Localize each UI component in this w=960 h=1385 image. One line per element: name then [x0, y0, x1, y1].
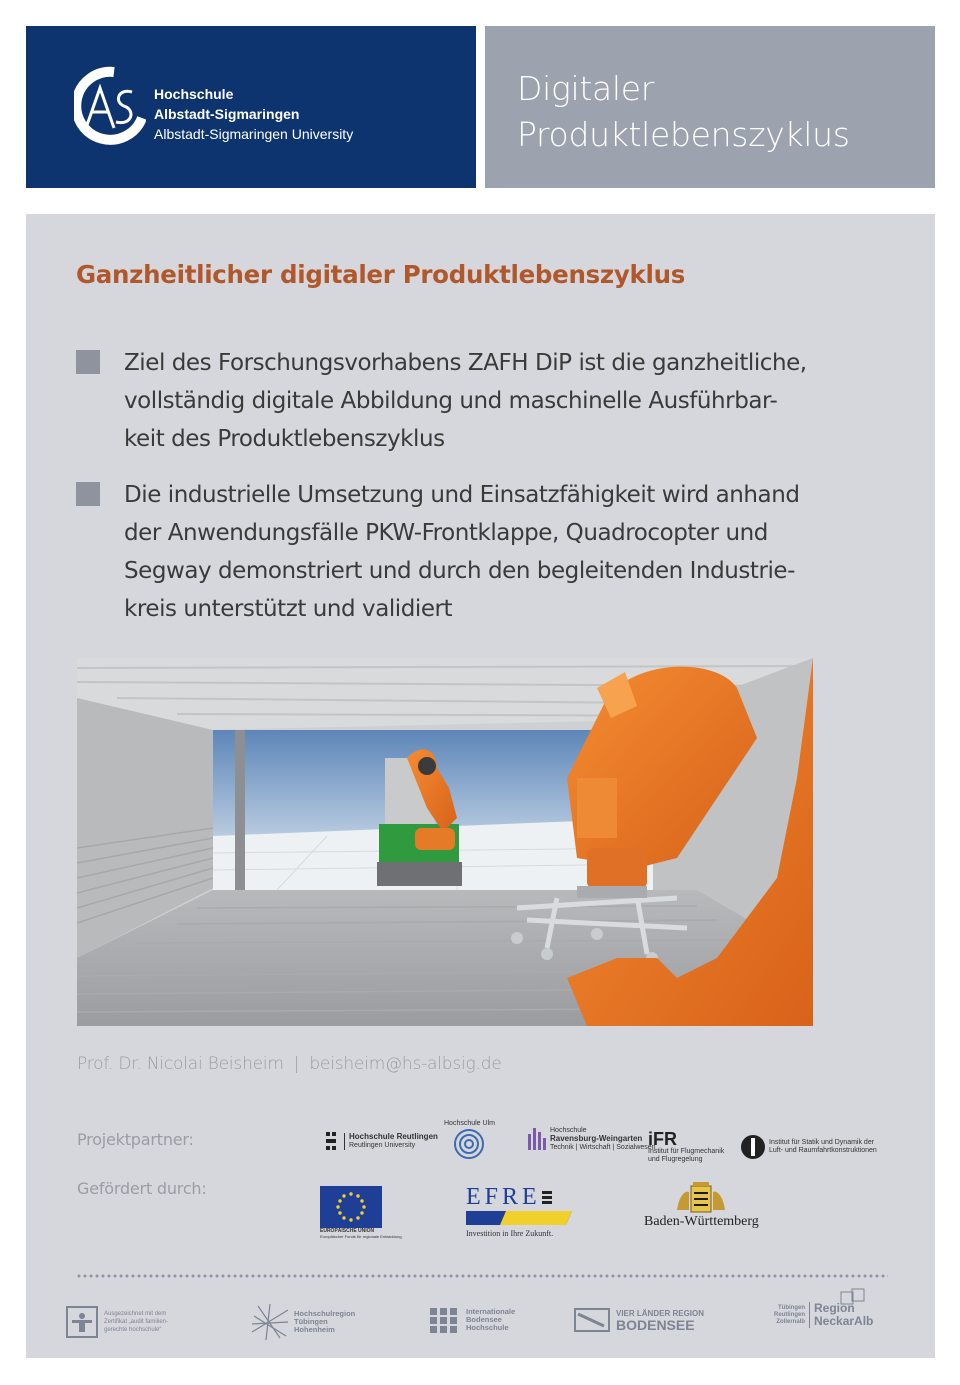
audit-text-3: gerechte hochschule“ [104, 1327, 162, 1333]
ibh-text-2: Bodensee [466, 1315, 502, 1324]
poster-title-line1: Digitaler [517, 69, 655, 108]
na-text-1: Tübingen [778, 1304, 805, 1311]
reutlingen-subname: Reutlingen University [349, 1141, 416, 1149]
htr-text-2: Tübingen [294, 1317, 328, 1326]
htr-text-1: Hochschulregion [294, 1309, 356, 1318]
efre-wordmark: EFRE [466, 1184, 541, 1210]
partner-logo-reutlingen [326, 1130, 438, 1152]
na-text-4: Region [814, 1301, 855, 1315]
na-text-3: Zollernalb [776, 1318, 805, 1325]
isd-name-1: Institut für Statik und Dynamik der [769, 1139, 875, 1146]
rw-name-2: Ravensburg-Weingarten [550, 1133, 643, 1143]
funding-label: Gefördert durch: [77, 1179, 207, 1198]
isd-name-2: Luft- und Raumfahrtkonstruktionen [769, 1147, 877, 1154]
region-squares-icon [840, 1288, 868, 1306]
rw-logo-icon [526, 1126, 550, 1152]
ifr-mark: iFR [648, 1129, 677, 1149]
footer-logo-ibh [430, 1306, 515, 1334]
efre-slogan: Investition in Ihre Zukunft. [466, 1229, 554, 1238]
bullet-line: Segway demonstriert und durch den begleitenden Industrie- [124, 558, 795, 584]
ibh-text-1: Internationale [466, 1307, 516, 1316]
vlr-text-1: VIER LÄNDER REGION [616, 1308, 705, 1318]
reutlingen-name: Hochschule Reutlingen [349, 1131, 438, 1141]
footer-logo-hochschulregion [250, 1302, 355, 1342]
audit-text-1: Ausgezeichnet mit dem [104, 1311, 167, 1317]
footer-logo-audit [66, 1306, 168, 1338]
ulm-logo-icon [453, 1128, 485, 1160]
footer-logo-bodensee [574, 1308, 704, 1332]
dotted-divider [76, 1274, 888, 1278]
contact-separator: | [293, 1054, 300, 1074]
partner-logo-ifr [648, 1130, 724, 1164]
audit-text-2: Zertifikat „audit familien- [104, 1319, 169, 1325]
eu-fund-name: Europäischer Fonds für regionale Entwicklung [320, 1234, 402, 1239]
ifr-name-1: Institut für Flugmechanik [648, 1148, 725, 1155]
ibh-text-3: Hochschule [466, 1323, 509, 1332]
na-text-5: NeckarAlb [814, 1314, 874, 1328]
bw-name: Baden-Württemberg [644, 1214, 759, 1229]
university-name [154, 84, 353, 144]
efre-crest-icon [541, 1189, 553, 1207]
isd-logo-icon [740, 1134, 766, 1160]
content-panel [26, 214, 935, 1358]
university-name-line2: Albstadt-Sigmaringen [154, 106, 300, 122]
partner-logo-ravensburg-weingarten [526, 1126, 656, 1152]
na-text-2: Reutlingen [774, 1311, 805, 1318]
partner-logo-isd [740, 1134, 877, 1160]
bullet-item [76, 344, 896, 458]
square-bullet-icon [76, 482, 100, 506]
bullet-line: kreis unterstützt und validiert [124, 596, 453, 622]
bullet-line: Ziel des Forschungsvorhabens ZAFH DiP ist die ganzheitliche, [124, 350, 807, 376]
poster-title [517, 66, 850, 158]
reutlingen-logo-icon [326, 1130, 342, 1152]
topic-header [485, 26, 935, 188]
university-logo-icon [74, 66, 146, 146]
footer-logo-region-neckaralb [774, 1302, 873, 1328]
hochschulregion-network-icon [250, 1302, 290, 1342]
bullet-line: keit des Produktlebenszyklus [124, 426, 445, 452]
rw-tagline: Technik | Wirtschaft | Sozialwesen [550, 1143, 656, 1151]
university-name-line3: Albstadt-Sigmaringen University [154, 126, 354, 142]
contact-email: beisheim@hs-albsig.de [309, 1054, 502, 1074]
partners-label: Projektpartner: [77, 1130, 194, 1149]
university-name-line1: Hochschule [154, 86, 234, 102]
bullet-line: vollständig digitale Abbildung und maschinelle Ausführbar- [124, 388, 778, 414]
ifr-name-2: und Flugregelung [648, 1156, 703, 1163]
partner-logo-ulm [444, 1120, 495, 1160]
audit-family-icon [66, 1306, 98, 1338]
eu-name: EUROPÄISCHE UNION [320, 1228, 375, 1234]
eu-flag-icon [320, 1186, 382, 1228]
robot-cell-render-image [77, 658, 813, 1026]
htr-text-3: Hohenheim [294, 1325, 335, 1334]
ulm-name: Hochschule Ulm [444, 1120, 495, 1127]
vlr-text-2: BODENSEE [616, 1316, 695, 1333]
bullet-item [76, 476, 896, 628]
ibh-grid-icon [430, 1306, 460, 1334]
funding-logo-bw [644, 1182, 759, 1230]
rw-name-1: Hochschule [550, 1126, 587, 1134]
poster-title-line2: Produktlebenszyklus [517, 115, 850, 154]
bullet-list [76, 344, 896, 646]
bodensee-flag-icon [574, 1308, 610, 1332]
funding-logo-efre [466, 1184, 572, 1238]
bw-coat-of-arms-icon [673, 1182, 729, 1214]
bullet-line: der Anwendungsfälle PKW-Frontklappe, Quadrocopter und [124, 520, 768, 546]
bullet-line: Die industrielle Umsetzung und Einsatzfähigkeit wird anhand [124, 482, 800, 508]
main-heading: Ganzheitlicher digitaler Produktlebenszyklus [76, 260, 686, 289]
square-bullet-icon [76, 350, 100, 374]
funding-logo-eu [320, 1186, 402, 1239]
contact-line [77, 1054, 502, 1074]
contact-name: Prof. Dr. Nicolai Beisheim [77, 1054, 284, 1074]
university-header [26, 26, 476, 188]
efre-bar-icon [466, 1211, 572, 1225]
